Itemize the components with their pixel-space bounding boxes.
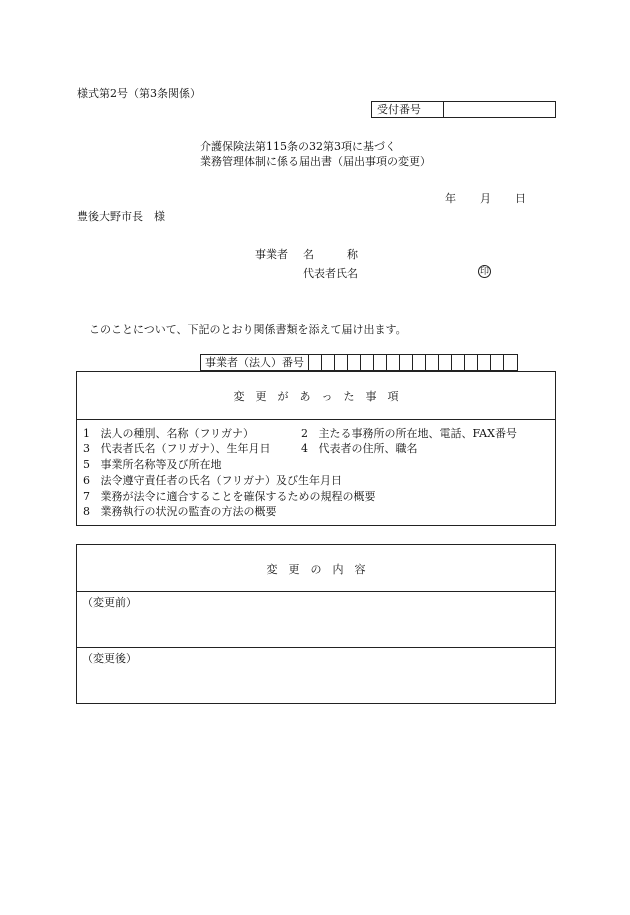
business-number-digit[interactable] [491,355,504,370]
receipt-number-box [371,101,556,118]
changed-item-5[interactable]: 5 事業所名称等及び所在地 [83,458,222,471]
business-number-digit[interactable] [465,355,478,370]
before-content-area[interactable] [78,607,554,645]
business-number-digit[interactable] [452,355,465,370]
changed-items-table [76,371,556,526]
business-number-digit[interactable] [335,355,348,370]
business-number-label: 事業者（法人）番号 [201,355,309,370]
date-year: 年 [445,192,456,205]
business-number-digit[interactable] [400,355,413,370]
business-number-digit[interactable] [374,355,387,370]
after-label: （変更後） [82,652,137,665]
changed-item-1[interactable]: 1 法人の種別、名称（フリガナ） [83,427,254,440]
changed-item-2[interactable]: 2 主たる事務所の所在地、電話、FAX番号 [301,427,517,440]
business-number-digit[interactable] [426,355,439,370]
divider [77,419,555,420]
changed-item-7[interactable]: 7 業務が法令に適合することを確保するための規程の概要 [83,490,376,503]
before-label: （変更前） [82,596,137,609]
business-number-digit[interactable] [413,355,426,370]
changed-item-6[interactable]: 6 法令遵守責任者の氏名（フリガナ）及び生年月日 [83,474,342,487]
title-line-1: 介護保険法第115条の32第3項に基づく [200,140,396,153]
date-month: 月 [480,192,491,205]
business-number-row [200,354,518,371]
business-number-digit[interactable] [387,355,400,370]
addressee: 豊後大野市長 様 [77,210,165,223]
title-line-2: 業務管理体制に係る届出書（届出事項の変更） [200,155,431,168]
changed-item-3[interactable]: 3 代表者氏名（フリガナ）、生年月日 [83,442,271,455]
changed-item-8[interactable]: 8 業務執行の状況の監査の方法の概要 [83,505,277,518]
business-number-digit[interactable] [504,355,517,370]
business-number-digit[interactable] [361,355,374,370]
applicant-name-label: 名 称 [303,248,358,261]
intro-text: このことについて、下記のとおり関係書類を添えて届け出ます。 [89,323,407,336]
divider [77,647,555,648]
form-id: 様式第2号（第3条関係） [77,87,201,100]
business-number-digit[interactable] [309,355,322,370]
change-content-table [76,544,556,704]
after-content-area[interactable] [78,663,554,701]
business-number-digit[interactable] [439,355,452,370]
date-day: 日 [515,192,526,205]
representative-name-label: 代表者氏名 [303,267,358,280]
seal-mark: 印 [479,267,489,277]
applicant-label: 事業者 [255,248,288,261]
receipt-number-value[interactable] [444,102,555,117]
changed-items-header: 変 更 が あ っ た 事 項 [233,390,399,403]
business-number-digit[interactable] [348,355,361,370]
business-number-digit[interactable] [322,355,335,370]
changed-item-4[interactable]: 4 代表者の住所、職名 [301,442,418,455]
business-number-digit[interactable] [478,355,491,370]
receipt-number-label: 受付番号 [372,102,444,117]
change-content-header: 変 更 の 内 容 [266,563,366,576]
divider [77,591,555,592]
